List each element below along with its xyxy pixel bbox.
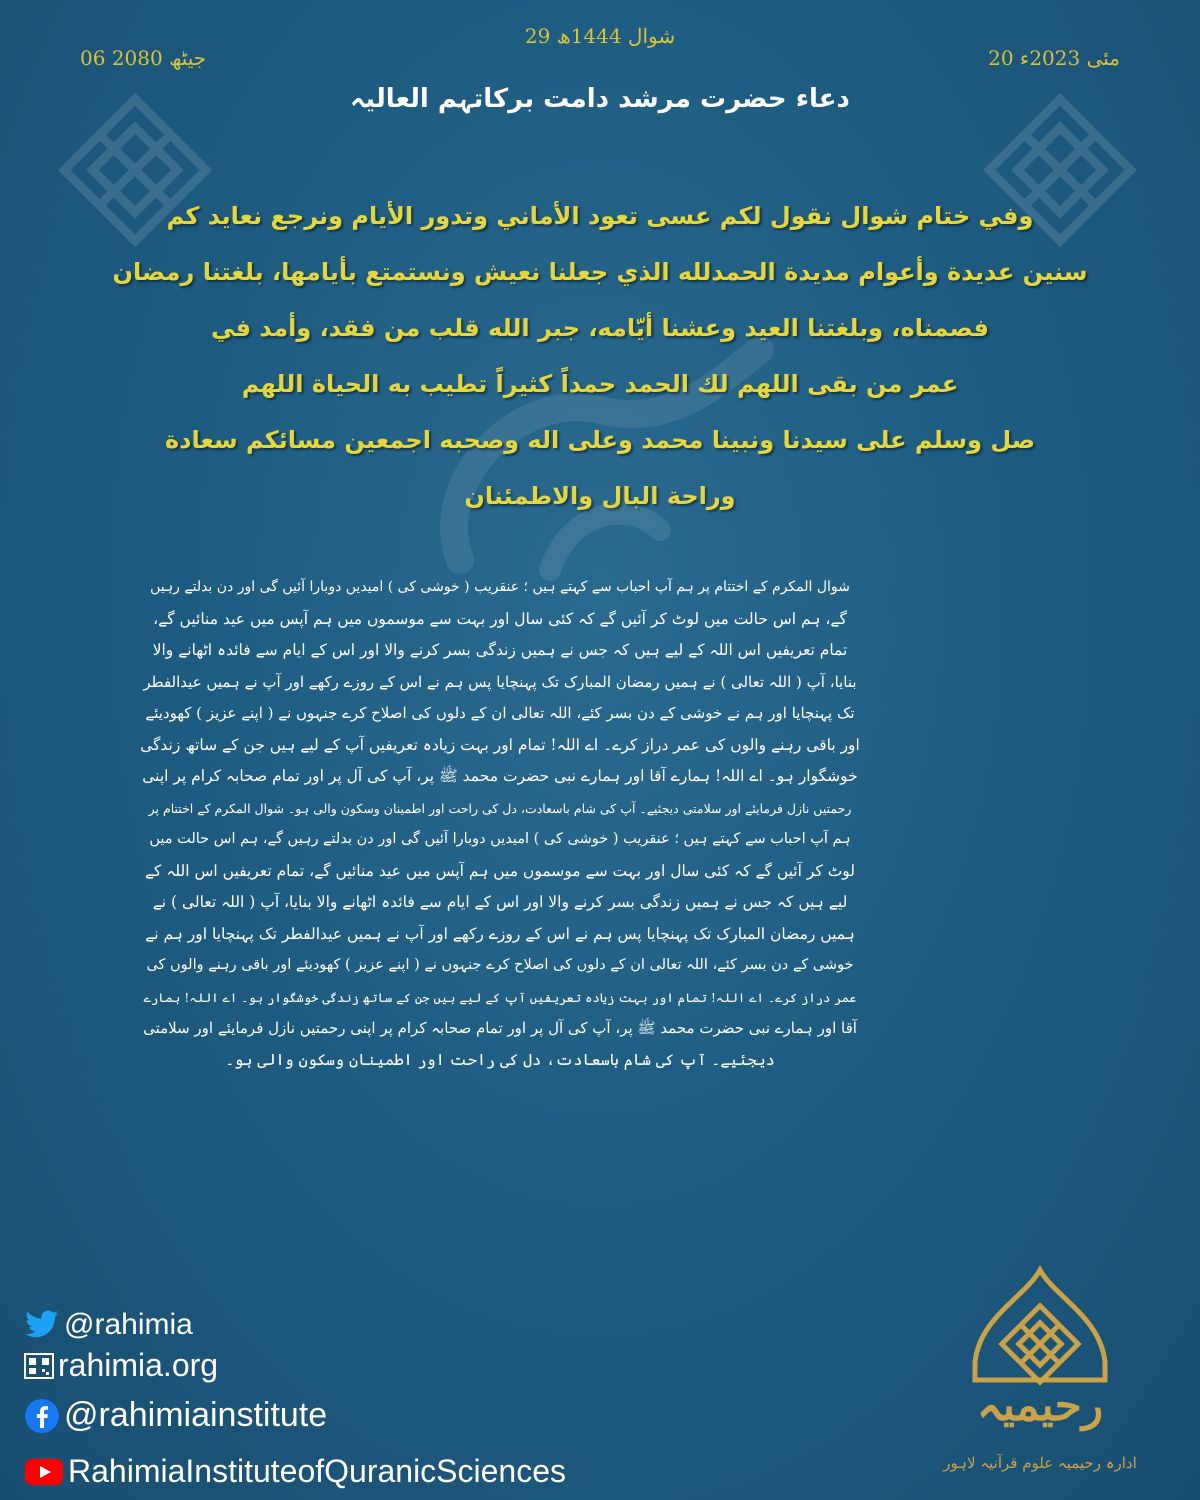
urdu-line: بنایا، آپ ( اللہ تعالی ) نے ہمیں رمضان المبارک تک پہنچایا پس ہم نے اس کے روزے رکھے اور آپ نے ہمیں عیدالفطر (143, 672, 857, 691)
arabic-line: عمر من بقى اللهم لك الحمد حمداً كثيراً تطيب به الحياة اللهم (241, 370, 959, 398)
website-link: rahimia.org (58, 1347, 219, 1383)
logo-subtitle: ادارہ رحیمیہ علوم قرآنیہ لاہور (943, 1454, 1137, 1472)
social-facebook[interactable] (24, 1396, 327, 1435)
date-hijri: 29 شوال 1444ھ (524, 24, 676, 48)
urdu-line: لیے ہیں کہ جس نے ہمیں زندگی بسر کرنے والا اور اس کے ایام سے فائدہ اٹھانے والا بنایا، آپ ( اللہ تعالی ) نے (152, 893, 848, 911)
social-website[interactable] (24, 1347, 218, 1384)
urdu-line: شوال المکرم کے اختتام پر ہم آپ احباب سے کہتے ہیں ؛ عنقریب ( خوشی کی ) امیدیں دوبارا آئیں گی اور دن بدلتے رہیں (150, 579, 850, 595)
urdu-line: خوشی کے دن بسر کئے، اللہ تعالی ان کے دلوں کی اصلاح کرے جنہوں نے ( اپنے عزیز ) کھودیئے اور باقی رہنے والوں کی (146, 957, 854, 973)
arabic-line: سنين عديدة وأعوام مديدة الحمدلله الذي جعلنا نعيش ونستمتع بأيامها، بلغتنا رمضان (112, 258, 1088, 286)
urdu-line: گے، ہم اس حالت میں لوٹ کر آئیں گے کہ کئی سال اور بہت سے موسموں میں ہم آپس میں عید منائیں گے، (153, 609, 847, 628)
date-bikrami: 06 جیٹھ 2080 (80, 46, 207, 70)
urdu-line: دیجئیے۔ آپ کی شام باسعادت، دل کی راحت اور اطمینان وسکون والی ہو۔ (225, 1050, 775, 1069)
facebook-handle: @rahimiainstitute (64, 1396, 328, 1434)
social-twitter[interactable] (24, 1308, 193, 1342)
youtube-icon (24, 1458, 64, 1486)
page-title: دعاء حضرت مرشد دامت برکاتہم العالیہ (350, 84, 850, 114)
urdu-line: تمام تعریفیں اس اللہ کے لیے ہیں کہ جس نے ہمیں زندگی بسر کرنے والا اور اس کے ایام سے فائدہ اٹھانے والا (152, 641, 848, 659)
urdu-line: ہم آپ احباب سے کہتے ہیں ؛ عنقریب ( خوشی کی ) امیدیں دوبارا آئیں گی اور دن بدلتے رہیں گے، ہم اس حالت میں (149, 831, 851, 847)
logo-name: رحیمیہ (976, 1380, 1104, 1431)
urdu-line: آقا اور ہمارے نبی حضرت محمد ﷺ پر، آپ کی آل پر اور تمام صحابہ کرام پر اپنی رحمتیں نازل فرمایئے اور سلامتی (143, 1019, 857, 1037)
arabic-line: وفي ختام شوال نقول لكم عسى تعود الأماني وتدور الأيام ونرجع نعايد كم (166, 202, 1034, 230)
twitter-handle: @rahimia (64, 1308, 193, 1341)
arabic-line: فصمناه، وبلغتنا العيد وعشنا أيّامه، جبر الله قلب من فقد، وأمد في (211, 314, 989, 342)
urdu-line: تک پہنچایا اور ہم نے خوشی کے دن بسر کئے، اللہ تعالی ان کے دلوں کی اصلاح کرے جنہوں نے ( اپنے عزیز ) کھودیئے (145, 704, 855, 722)
qr-code-icon (24, 1353, 54, 1379)
arabic-text-block (70, 188, 1130, 524)
arabic-line: صل وسلم على سيدنا ونبينا محمد وعلى اله وصحبه اجمعين مسائكم سعادة (164, 426, 1036, 454)
urdu-line: عمر دراز کرے۔ اے اللہ! تمام اور بہت زیادہ تعریفیں آپ کے لیے ہیں جن کے ساتھ زندگی خوشگوار ہو۔ اے اللہ! ہمارے (143, 989, 857, 1005)
facebook-icon (24, 1398, 60, 1434)
urdu-text-block (140, 572, 860, 1076)
urdu-line: رحمتیں نازل فرمایئے اور سلامتی دیجئیے۔ آپ کی شام باسعادت، دل کی راحت اور اطمینان وسکون والی ہو۔ شوال المکرم کے اختتام پر (148, 800, 852, 816)
urdu-line: ہمیں رمضان المبارک تک پہنچایا پس ہم نے اس کے روزے رکھے اور آپ نے ہمیں عیدالفطر تک پہنچایا اور ہم نے (145, 924, 855, 943)
institute-logo (905, 1262, 1175, 1492)
arabic-line: وراحة البال والاطمئنان (464, 482, 736, 510)
urdu-line: خوشگوار ہو۔ اے اللہ! ہمارے آقا اور ہمارے نبی حضرت محمد ﷺ پر، آپ کی آل پر اور تمام صحابہ کرام پر اپنی (142, 767, 858, 785)
urdu-line: لوٹ کر آئیں گے کہ کئی سال اور بہت سے موسموں میں ہم آپس میں عید منائیں گے، تمام تعریفیں اس اللہ کے (144, 861, 856, 880)
social-youtube[interactable] (24, 1453, 566, 1490)
urdu-line: اور باقی رہنے والوں کی عمر دراز کرے۔ اے اللہ! تمام اور بہت زیادہ تعریفیں آپ کے لیے ہیں جن کے ساتھ زندگی (140, 735, 860, 754)
twitter-icon (24, 1310, 60, 1340)
youtube-channel: RahimiaInstituteofQuranicSciences (68, 1453, 567, 1489)
date-gregorian: 20 مئی 2023ء (988, 46, 1120, 70)
